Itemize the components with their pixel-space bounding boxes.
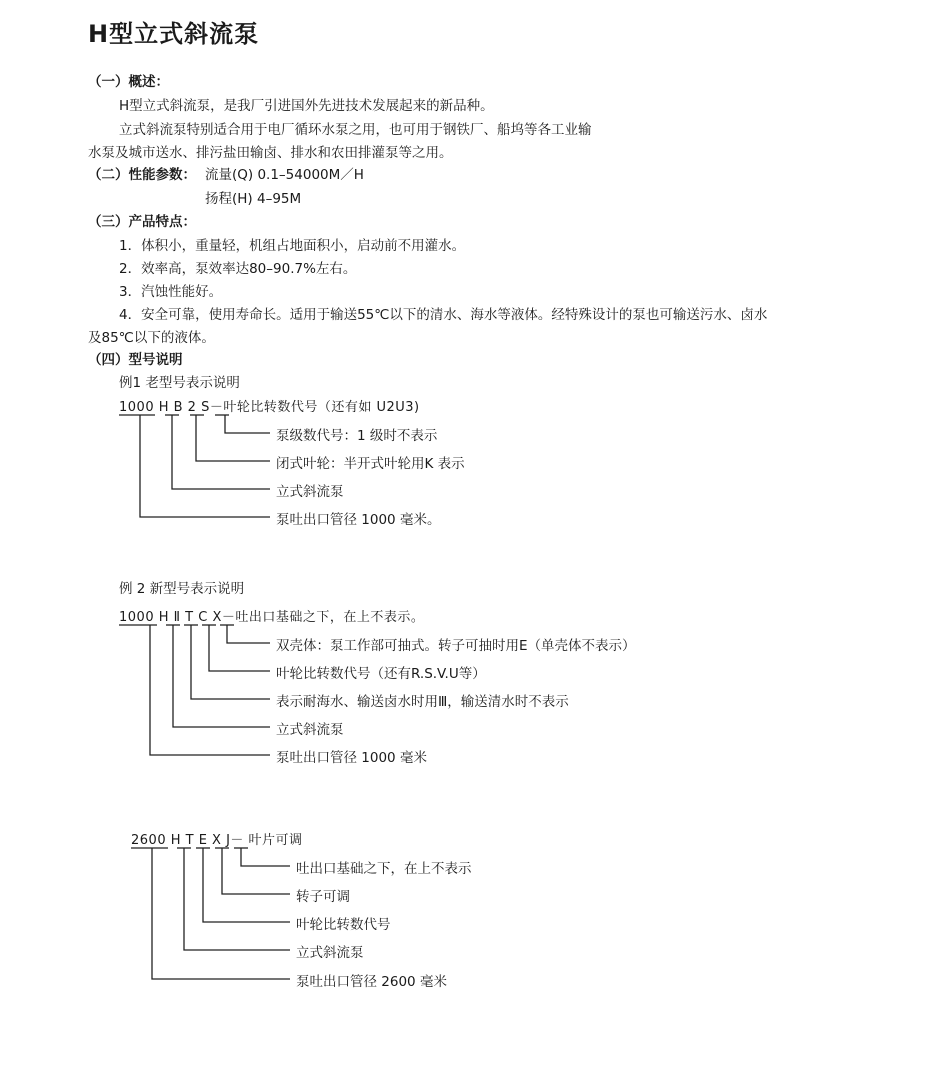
overview-line-1: H型立式斜流泵，是我厂引进国外先进技术发展起来的新品种。: [119, 98, 494, 114]
example2-code: 1000 H Ⅱ T C X－吐出口基础之下，在上不表示。: [119, 610, 425, 625]
feature-item-4: 4．安全可靠，使用寿命长。适用于输送55℃以下的清水、海水等液体。经特殊设计的泵也可输送污水、卤水: [119, 307, 768, 323]
example2-label-5: 泵吐出口管径 1000 毫米: [276, 750, 427, 766]
performance-heading: （二）性能参数：: [88, 167, 196, 183]
example2-label-2: 叶轮比转数代号（还有R.S.V.U等）: [276, 666, 486, 682]
overview-heading: （一）概述：: [88, 74, 169, 90]
example2-label-4: 立式斜流泵: [276, 722, 344, 738]
feature-item-3: 3．汽蚀性能好。: [119, 284, 223, 300]
example2-label-1: 双壳体：泵工作部可抽式。转子可抽时用E（单壳体不表示）: [276, 638, 636, 654]
models-heading: （四）型号说明: [88, 352, 183, 368]
features-heading: （三）产品特点：: [88, 214, 196, 230]
feature-item-2: 2．效率高，泵效率达80–90.7%左右。: [119, 261, 357, 277]
feature-item-4-cont: 及85℃以下的液体。: [88, 330, 215, 346]
example1-label-1: 泵级数代号：1 级时不表示: [276, 428, 438, 444]
example3-label-4: 立式斜流泵: [296, 945, 364, 961]
feature-item-1: 1．体积小，重量轻，机组占地面积小，启动前不用灌水。: [119, 238, 466, 254]
example1-caption: 例1 老型号表示说明: [119, 375, 240, 391]
example1-label-4: 泵吐出口管径 1000 毫米。: [276, 512, 441, 528]
example3-label-3: 叶轮比转数代号: [296, 917, 391, 933]
example2-label-3: 表示耐海水、输送卤水时用Ⅲ，输送清水时不表示: [276, 694, 569, 710]
page-title: H型立式斜流泵: [88, 20, 260, 48]
performance-head: 扬程(H) 4–95M: [205, 191, 302, 207]
example1-label-2: 闭式叶轮：半开式叶轮用K 表示: [276, 456, 465, 472]
example1-label-3: 立式斜流泵: [276, 484, 344, 500]
example2-caption: 例 2 新型号表示说明: [119, 581, 245, 597]
example3-code: 2600 H T E X J－ 叶片可调: [131, 833, 303, 848]
example3-label-2: 转子可调: [296, 889, 350, 905]
example3-label-5: 泵吐出口管径 2600 毫米: [296, 974, 447, 990]
example1-code: 1000 H B 2 S－叶轮比转数代号（还有如 U2U3): [119, 400, 420, 415]
overview-line-2: 立式斜流泵特别适合用于电厂循环水泵之用，也可用于钢铁厂、船坞等各工业输: [119, 122, 592, 138]
overview-line-3: 水泵及城市送水、排污盐田输卤、排水和农田排灌泵等之用。: [88, 145, 453, 161]
example3-label-1: 吐出口基础之下，在上不表示: [296, 861, 472, 877]
performance-flow: 流量(Q) 0.1–54000M／H: [205, 167, 364, 183]
